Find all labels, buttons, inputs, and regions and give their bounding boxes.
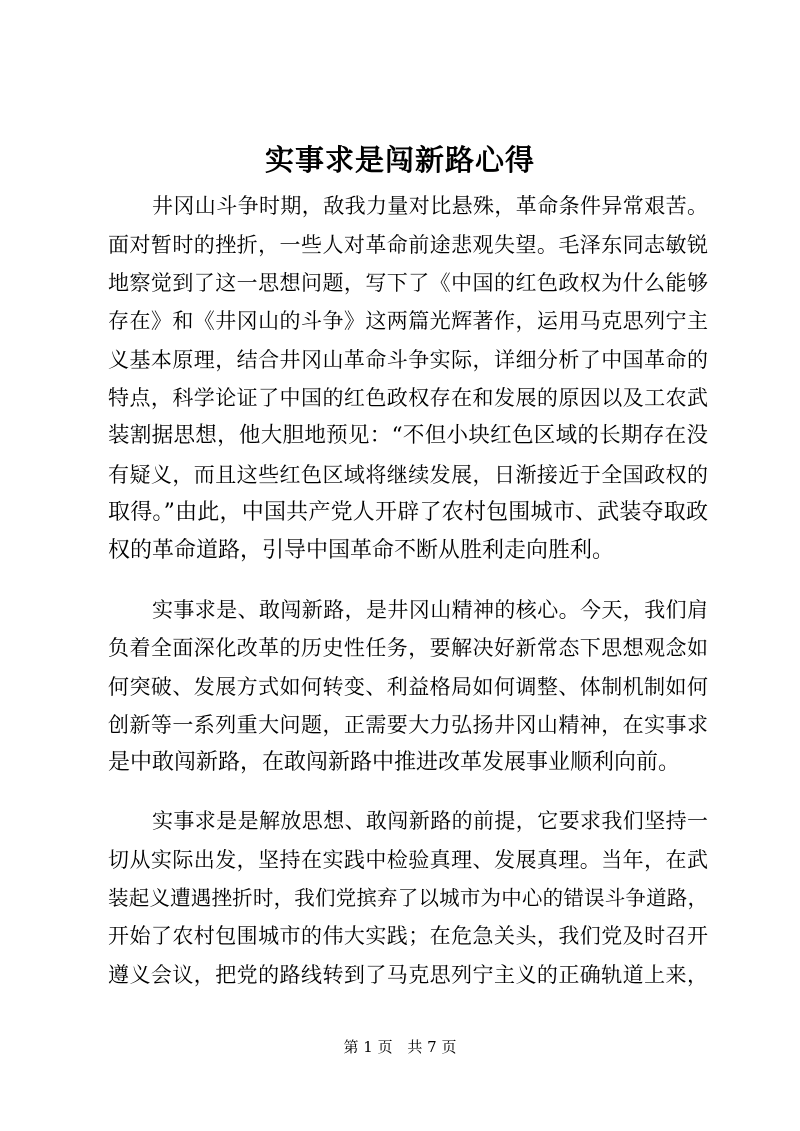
page-number: 第 1 页: [343, 1038, 393, 1056]
page-total: 共 7 页: [407, 1038, 457, 1056]
page-footer: [0, 1037, 800, 1057]
paragraph-2-line-5: 是中敢闯新路，在敢闯新路中推进改革发展事业顺利向前。: [108, 750, 681, 775]
paragraph-2-line-3: 何突破、发展方式如何转变、利益格局如何调整、体制机制如何: [108, 675, 708, 699]
paragraph-3-line-2: 切从实际出发，坚持在实践中检验真理、发展真理。当年，在武: [108, 848, 708, 872]
document-title: 实事求是闯新路心得: [264, 143, 535, 177]
paragraph-3-line-4: 开始了农村包围城市的伟大实践；在危急关头，我们党及时召开: [108, 924, 708, 948]
paragraph-2-line-2: 负着全面深化改革的历史性任务，要解决好新常态下思想观念如: [108, 636, 708, 660]
paragraph-1-line-10: 权的革命道路，引导中国革命不断从胜利走向胜利。: [108, 538, 615, 563]
paragraph-1-line-7: 装割据思想，他大胆地预见：“不但小块红色区域的长期存在没: [108, 423, 708, 448]
paragraph-1-line-8: 有疑义，而且这些红色区域将继续发展，日渐接近于全国政权的: [108, 463, 708, 487]
paragraph-1-line-4: 存在》和《井冈山的斗争》这两篇光辉著作，运用马克思列宁主: [108, 309, 708, 333]
paragraph-3-line-1: 实事求是是解放思想、敢闯新路的前提，它要求我们坚持一: [152, 809, 708, 833]
paragraph-3-line-3: 装起义遭遇挫折时，我们党摈弃了以城市为中心的错误斗争道路，: [108, 886, 708, 910]
paragraph-1-line-5: 义基本原理，结合井冈山革命斗争实际，详细分析了中国革命的: [108, 348, 708, 372]
paragraph-2-line-4: 创新等一系列重大问题，正需要大力弘扬井冈山精神，在实事求: [108, 713, 708, 737]
paragraph-1-line-6: 特点，科学论证了中国的红色政权存在和发展的原因以及工农武: [108, 386, 708, 410]
paragraph-1-line-1: 井冈山斗争时期，敌我力量对比悬殊，革命条件异常艰苦。: [152, 194, 708, 218]
paragraph-1-line-2: 面对暂时的挫折，一些人对革命前途悲观失望。毛泽东同志敏锐: [108, 233, 708, 257]
paragraph-3-line-5: 遵义会议，把党的路线转到了马克思列宁主义的正确轨道上来，: [108, 963, 708, 987]
paragraph-2-line-1: 实事求是、敢闯新路，是井冈山精神的核心。今天，我们肩: [152, 598, 708, 622]
paragraph-1-line-9: 取得。”由此，中国共产党人开辟了农村包围城市、武装夺取政: [108, 500, 708, 525]
paragraph-1-line-3: 地察觉到了这一思想问题，写下了《中国的红色政权为什么能够: [108, 271, 708, 295]
